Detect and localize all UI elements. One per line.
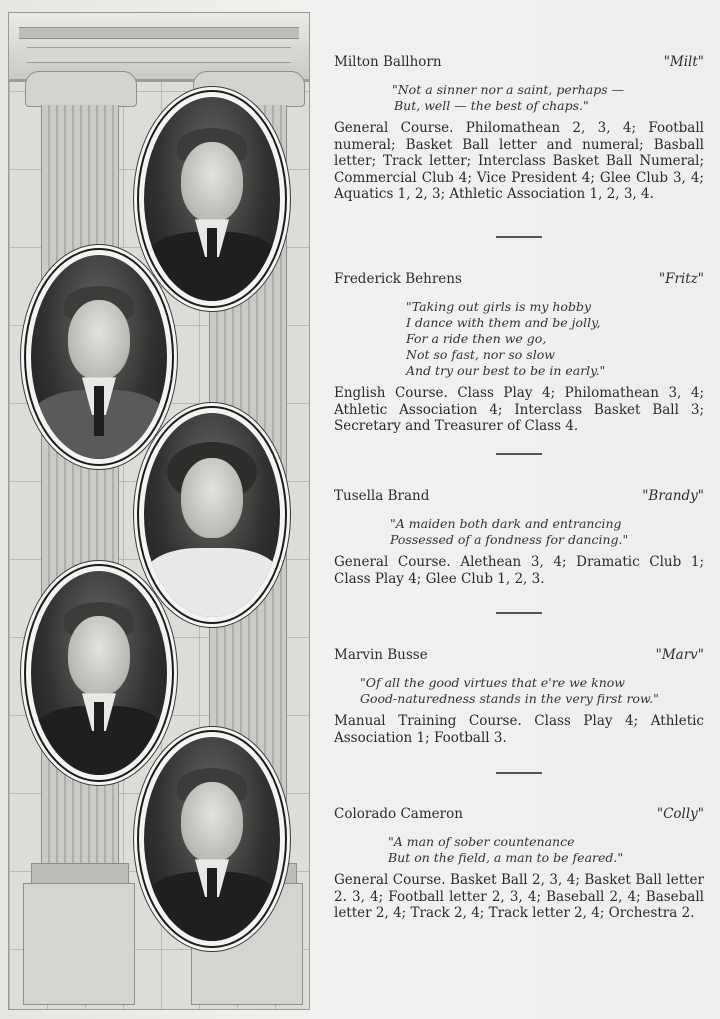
quote-line: For a ride then we go,	[406, 331, 547, 346]
photo	[144, 737, 280, 941]
senior-quote	[334, 675, 704, 707]
senior-activities: Manual Training Course. Class Play 4; Athletic Association 1; Football 3.	[334, 713, 704, 746]
plinth-left	[23, 883, 135, 1005]
senior-name: Tusella Brand	[334, 488, 430, 504]
senior-activities: General Course. Alethean 3, 4; Dramatic Club 1; Class Play 4; Glee Club 1, 2, 3.	[334, 554, 704, 587]
quote-line: "Not a sinner nor a saint, perhaps —	[392, 82, 625, 97]
entry-divider	[496, 612, 542, 614]
quote-line: "Of all the good virtues that e're we know	[360, 675, 626, 690]
photo	[31, 571, 167, 775]
photo	[31, 255, 167, 459]
senior-entries	[334, 0, 704, 1019]
quote-line: Good-naturedness stands in the very first row."	[360, 691, 659, 706]
quote-line: I dance with them and be jolly,	[406, 315, 601, 330]
column-capital-left	[25, 71, 137, 107]
senior-activities: English Course. Class Play 4; Philomathean 3, 4; Athletic Association 4; Interclass Basket Ball 3; Secretary and Treasurer of Class 4.	[334, 385, 704, 434]
quote-line: And try our best to be in early."	[406, 363, 606, 378]
senior-activities: General Course. Philomathean 2, 3, 4; Football numeral; Basket Ball letter and numeral; Basball letter; Track letter; Interclass Basket Ball Numeral; Commercial Club 4; Vice President 4; Glee Club 3, 4; Aquatics 1, 2, 3; Athletic Association 1, 2, 3, 4.	[334, 120, 704, 202]
senior-entry	[334, 806, 704, 922]
senior-name: Frederick Behrens	[334, 271, 462, 287]
quote-line: "Taking out girls is my hobby	[406, 299, 592, 314]
senior-nickname: "Fritz"	[658, 271, 704, 287]
portrait-tusella-brand	[137, 406, 287, 624]
senior-nickname: "Marv"	[655, 647, 704, 663]
entry-divider	[496, 772, 542, 774]
entry-divider	[496, 453, 542, 455]
quote-line: "A maiden both dark and entrancing	[390, 516, 622, 531]
senior-name: Colorado Cameron	[334, 806, 463, 822]
quote-line: Not so fast, nor so slow	[406, 347, 555, 362]
portrait-marvin-busse	[24, 564, 174, 782]
entablature-band	[27, 47, 291, 63]
senior-quote	[334, 516, 704, 548]
quote-line: "A man of sober countenance	[388, 834, 575, 849]
portrait-frederick-behrens	[24, 248, 174, 466]
column-base-left	[31, 863, 129, 885]
senior-activities: General Course. Basket Ball 2, 3, 4; Basket Ball letter 2. 3, 4; Football letter 2, 3, 4; Baseball 2, 4; Baseball letter 2, 4; Track 2, 4; Track letter 2, 4; Orchestra 2.	[334, 872, 704, 921]
senior-nickname: "Brandy"	[642, 488, 704, 504]
senior-nickname: "Colly"	[656, 806, 704, 822]
senior-quote	[334, 82, 704, 114]
senior-entry	[334, 271, 704, 435]
portrait-colorado-cameron	[137, 730, 287, 948]
senior-entry	[334, 54, 704, 203]
quote-line: But, well — the best of chaps."	[394, 98, 589, 113]
senior-nickname: "Milt"	[663, 54, 704, 70]
photo	[144, 97, 280, 301]
senior-entry	[334, 488, 704, 587]
senior-name: Marvin Busse	[334, 647, 428, 663]
senior-quote	[334, 834, 704, 866]
senior-name: Milton Ballhorn	[334, 54, 442, 70]
entry-divider	[496, 236, 542, 238]
senior-entry	[334, 647, 704, 746]
portrait-milton-ballhorn	[137, 90, 287, 308]
quote-line: Possessed of a fondness for dancing."	[390, 532, 629, 547]
entablature-band	[19, 27, 299, 39]
quote-line: But on the field, a man to be feared."	[388, 850, 624, 865]
photo	[144, 413, 280, 617]
senior-quote	[334, 299, 704, 379]
